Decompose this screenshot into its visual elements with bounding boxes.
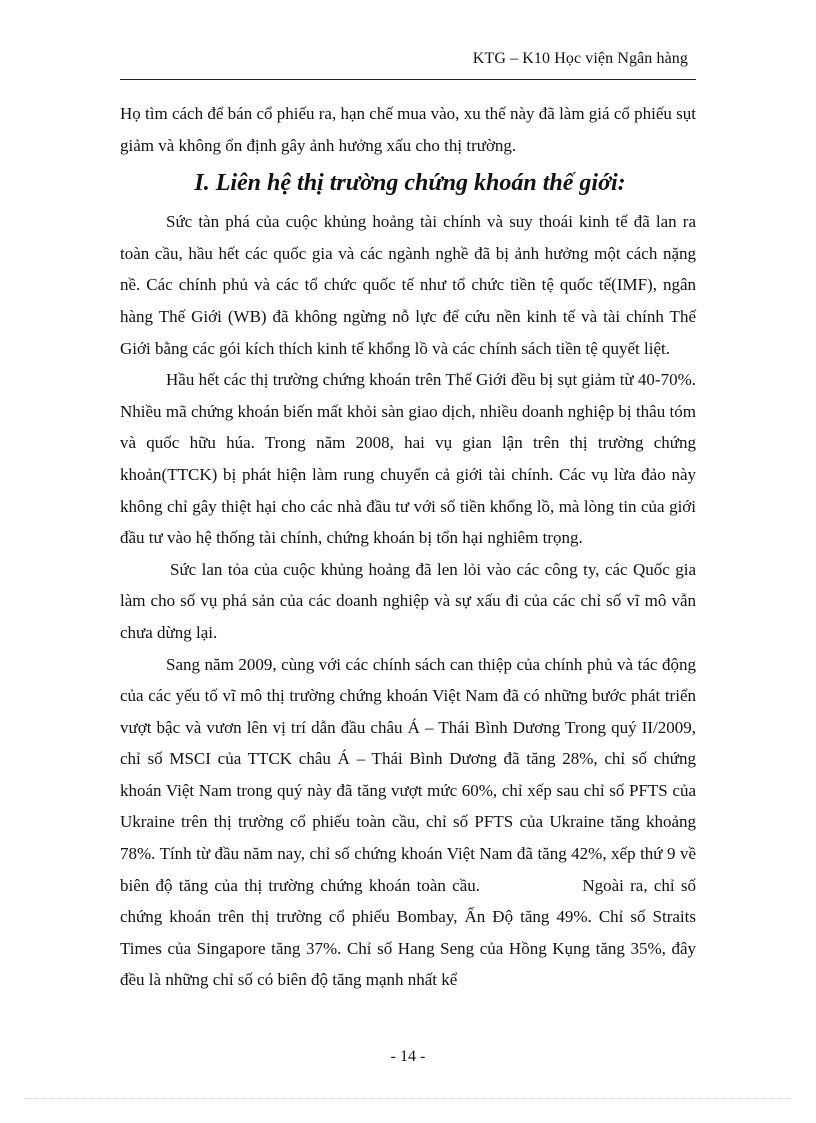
intro-paragraph: Họ tìm cách để bán cổ phiếu ra, hạn chế mua vào, xu thế này đã làm giá cổ phiếu sụt giảm và không ổn định gây ảnh hưởng xấu cho thị trường. <box>120 104 696 155</box>
paragraph-4-tail: Ngoài ra, chỉ số chứng khoán trên thị trường cổ phiếu Bombay, Ấn Độ tăng 49%. Chỉ số Straits Times của Singapore tăng 37%. Chỉ số Hang Seng của Hồng Kụng tăng 35%, đây đều là những chỉ số có biên độ tăng mạnh nhất kể <box>120 875 697 990</box>
paragraph-4-main: Sang năm 2009, cùng với các chính sách can thiệp của chính phủ và tác động của các yếu tố vĩ mô thị trường chứng khoán Việt Nam đã có những bước phát triển vượt bậc và vươn lên vị trí dẫn đầu châu Á – Thái Bình Dương Trong quý II/2009, chỉ số MSCI của TTCK châu Á – Thái Bình Dương đã tăng 28%, chỉ số chứng khoán Việt Nam trong quý này đã tăng vượt mức 60%, chỉ xếp sau chỉ số PFTS của Ukraine trên thị trường cổ phiếu toàn cầu, chỉ số PFTS của Ukraine tăng khoảng 78%. Tính từ đầu năm nay, chỉ số chứng khoán Việt Nam đã tăng 42%, xếp thứ 9 về biên độ tăng của thị trường chứng khoán toàn cầu. <box>120 654 696 895</box>
page-content <box>120 98 696 996</box>
paragraph-2: Hầu hết các thị trường chứng khoán trên Thế Giới đều bị sụt giảm từ 40-70%. Nhiều mã chứng khoán biến mất khỏi sàn giao dịch, nhiều doanh nghiệp bị thâu tóm và quốc hữu húa. Trong năm 2008, hai vụ gian lận trên thị trường chứng khoản(TTCK) bị phát hiện làm rung chuyển cả giới tài chính. Các vụ lừa đảo này không chỉ gây thiệt hại cho các nhà đầu tư với số tiền khổng lồ, mà lòng tin của giới đầu tư vào hệ thống tài chính, chứng khoán bị tổn hại nghiêm trọng. <box>120 370 696 548</box>
page-number: - 14 - <box>390 1048 426 1065</box>
paragraph-3: Sức lan tỏa của cuộc khủng hoảng đã len lỏi vào các công ty, các Quốc gia làm cho số vụ phá sản của các doanh nghiệp và sự xấu đi của các chỉ số vĩ mô vẫn chưa dừng lại. <box>120 559 696 642</box>
header-text: KTG – K10 Học viện Ngân hàng <box>472 50 688 67</box>
section-heading: I. Liên hệ thị trường chứng khoán thế giới: <box>194 170 626 197</box>
header-divider <box>120 79 696 80</box>
paragraph-1: Sức tàn phá của cuộc khủng hoảng tài chính và suy thoái kinh tế đã lan ra toàn cầu, hầu hết các quốc gia và các ngành nghề đã bị ảnh hưởng một cách nặng nề. Các chính phủ và các tổ chức quốc tế như tổ chức tiền tệ quốc tế(IMF), ngân hàng Thế Giới (WB) đã không ngừng nỗ lực để cứu nền kinh tế và tài chính Thế Giới bằng các gói kích thích kinh tế khổng lồ và các chính sách tiền tệ quyết liệt. <box>120 212 696 358</box>
paragraph-4 <box>120 649 696 997</box>
page-bottom-border <box>24 1098 792 1099</box>
